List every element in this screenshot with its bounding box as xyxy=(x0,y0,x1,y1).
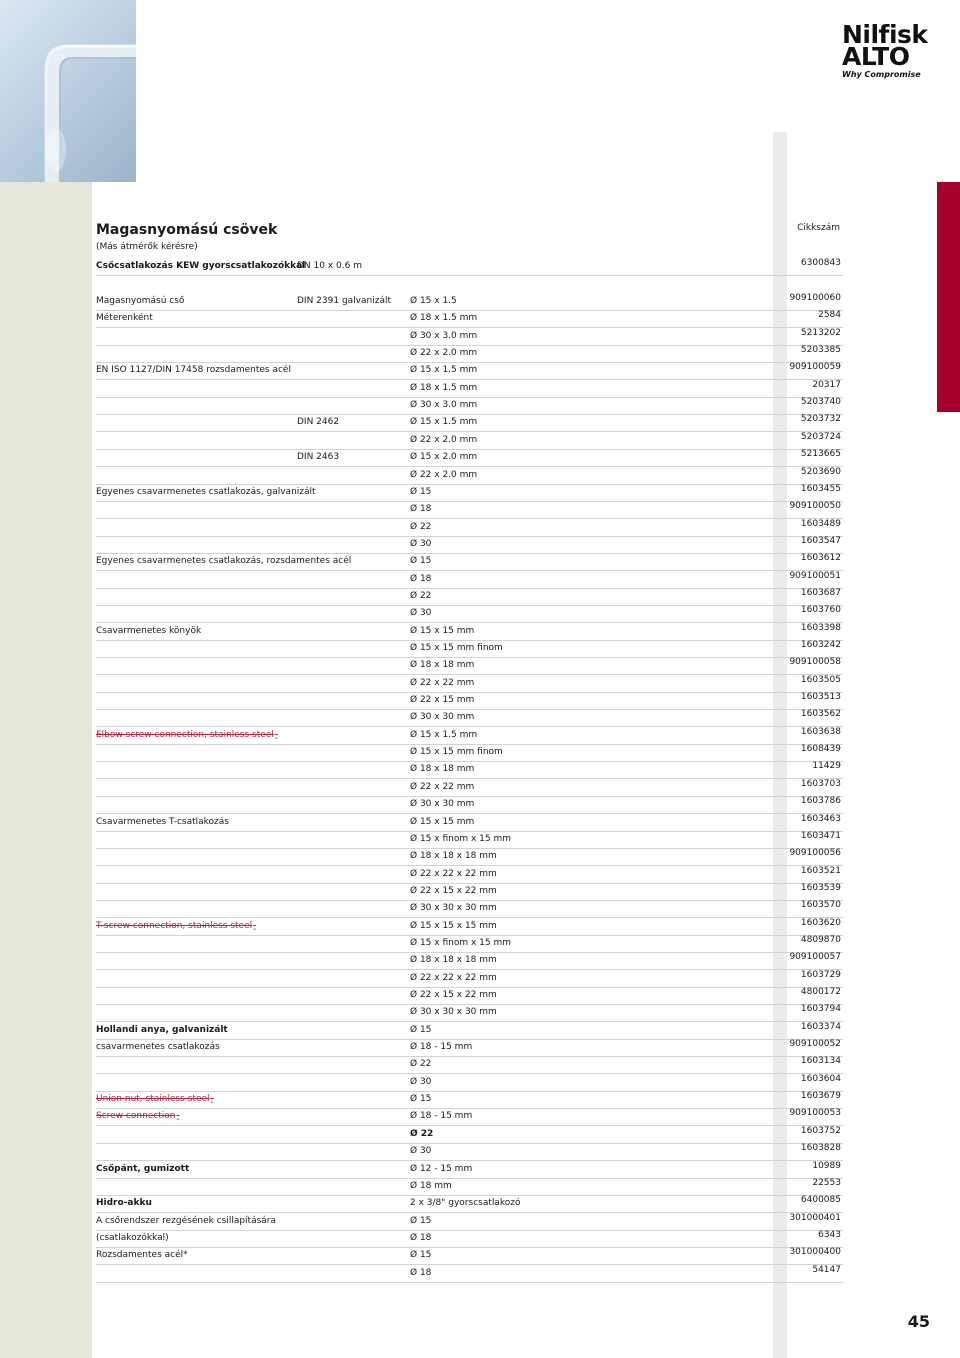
cell-description: Csőpánt, gumizott xyxy=(96,1163,190,1174)
table-row xyxy=(96,935,843,953)
cell-dimension: Ø 15 xyxy=(410,1215,432,1226)
accent-bar xyxy=(937,182,960,412)
cell-dimension: Ø 15 xyxy=(410,1094,432,1105)
cell-article-number: 1603134 xyxy=(800,1056,841,1067)
cell-dimension: Ø 30 x 3.0 mm xyxy=(410,400,478,411)
cell-article-number: 5203690 xyxy=(800,466,841,477)
cell-dimension: Ø 15 xyxy=(410,556,432,567)
cell-article-number: 1603513 xyxy=(800,692,841,703)
cell-standard: DIN 2462 xyxy=(297,417,340,428)
cell-article-number: 909100051 xyxy=(789,570,841,581)
cell-dimension: Ø 22 xyxy=(410,521,432,532)
table-row xyxy=(96,571,843,589)
table-row xyxy=(96,848,843,866)
cell-description: Csőcsatlakozás KEW gyorscsatlakozókkal xyxy=(96,261,306,271)
cell-article-number: 10989 xyxy=(812,1160,841,1171)
cell-article-number: 1603828 xyxy=(800,1143,841,1154)
table-row xyxy=(96,814,843,832)
table-row xyxy=(96,397,843,415)
cell-dimension: Ø 22 xyxy=(410,1128,434,1139)
cell-description: Csavarmenetes T-csatlakozás xyxy=(96,816,229,827)
cell-article-number: 22553 xyxy=(812,1177,841,1188)
cell-dimension: Ø 18 x 1.5 mm xyxy=(410,313,478,324)
cell-dimension: Ø 15 x 1.5 xyxy=(410,296,457,306)
logo-line1: Nilfisk xyxy=(842,20,928,49)
cell-dimension: Ø 30 xyxy=(410,1076,432,1087)
cell-description: Csavarmenetes könyök xyxy=(96,625,202,636)
table-row xyxy=(96,1265,843,1283)
cell-article-number: 20317 xyxy=(812,379,841,390)
table-row xyxy=(96,484,843,502)
cell-article-number: 909100056 xyxy=(789,848,841,859)
table-row xyxy=(96,449,843,467)
cell-article-number: 5203724 xyxy=(800,431,841,442)
cell-description: EN ISO 1127/DIN 17458 rozsdamentes acél xyxy=(96,365,291,376)
cell-article-number: 1603547 xyxy=(800,535,841,546)
cell-standard: DIN 2463 xyxy=(297,452,340,463)
cell-article-number: 1603505 xyxy=(800,674,841,685)
cell-dimension: Ø 15 x 15 mm finom xyxy=(410,643,503,653)
cell-dimension: Ø 22 x 15 x 22 mm xyxy=(410,885,497,896)
cell-article-number: 54147 xyxy=(812,1264,841,1275)
cell-dimension: Ø 22 x 2.0 mm xyxy=(410,348,478,359)
cell-dimension: Ø 22 xyxy=(410,1059,432,1070)
cell-article-number: 1603752 xyxy=(800,1125,841,1136)
cell-dimension: Ø 15 x 15 mm xyxy=(410,816,475,827)
cell-dimension: Ø 22 x 22 mm xyxy=(410,781,475,792)
cell-description: Magasnyomású cső xyxy=(96,296,185,306)
cell-dimension: Ø 15 x 15 mm xyxy=(410,625,475,636)
cell-article-number: 6300843 xyxy=(800,258,841,268)
cell-description: Hollandi anya, galvanizált xyxy=(96,1024,228,1035)
cell-dimension: Ø 30 x 3.0 mm xyxy=(410,330,478,341)
cell-dimension: Ø 15 x 1.5 mm xyxy=(410,417,478,428)
cell-dimension: Ø 15 x 1.5 mm xyxy=(410,365,478,376)
table-row xyxy=(96,501,843,519)
cell-article-number: 1603489 xyxy=(800,518,841,529)
cell-article-number: 1603620 xyxy=(800,917,841,928)
cell-dimension: Ø 22 x 2.0 mm xyxy=(410,434,478,445)
table-row xyxy=(96,709,843,727)
cell-dimension: Ø 30 xyxy=(410,1146,432,1157)
table-row xyxy=(96,1230,843,1248)
table-row xyxy=(96,258,843,276)
cell-dimension: Ø 30 xyxy=(410,538,432,549)
cell-article-number: 909100053 xyxy=(789,1108,841,1119)
table-row xyxy=(96,952,843,970)
cell-description: Union nut, stainless steel ‸ xyxy=(96,1094,214,1104)
cell-dimension: Ø 15 xyxy=(410,1024,432,1035)
cell-dimension: Ø 18 xyxy=(410,1267,432,1278)
table-row xyxy=(96,883,843,901)
cell-dimension: Ø 15 x 15 mm finom xyxy=(410,747,503,758)
cell-dimension: Ø 15 x finom x 15 mm xyxy=(410,833,511,844)
cell-article-number: 909100059 xyxy=(789,362,841,373)
table-row xyxy=(96,588,843,606)
cell-dimension: Ø 22 x 2.0 mm xyxy=(410,469,478,480)
cell-dimension: Ø 18 - 15 mm xyxy=(410,1042,473,1053)
cell-article-number: 1603398 xyxy=(800,622,841,633)
cell-dimension: Ø 22 x 15 x 22 mm xyxy=(410,990,497,1000)
table-row xyxy=(96,310,843,328)
table-row xyxy=(96,1039,843,1057)
table-row xyxy=(96,328,843,346)
cell-description: A csőrendszer rezgésének csillapítására xyxy=(96,1215,277,1226)
table-row xyxy=(96,1108,843,1126)
cell-article-number: 301000401 xyxy=(789,1212,841,1223)
table-row xyxy=(96,831,843,849)
table-row xyxy=(96,519,843,537)
table-row xyxy=(96,727,843,745)
table-row xyxy=(96,536,843,554)
page-title: Magasnyomású csövek xyxy=(96,222,278,238)
cell-article-number: 11429 xyxy=(812,761,841,772)
table-row xyxy=(96,1178,843,1196)
cell-article-number: 1603612 xyxy=(800,553,841,564)
cell-dimension: Ø 22 x 22 x 22 mm xyxy=(410,868,497,879)
table-row xyxy=(96,1161,843,1179)
cell-dimension: Ø 18 mm xyxy=(410,1180,452,1191)
table-row xyxy=(96,970,843,988)
cell-article-number: 5203385 xyxy=(800,345,841,356)
table-row xyxy=(96,987,843,1005)
cell-dimension: Ø 15 x finom x 15 mm xyxy=(410,937,511,948)
brand-logo xyxy=(842,20,942,84)
cell-description: (csatlakozókkal) xyxy=(96,1232,169,1243)
cell-description: csavarmenetes csatlakozás xyxy=(96,1042,220,1053)
page-number: 45 xyxy=(907,1312,930,1331)
cell-description: Egyenes csavarmenetes csatlakozás, galvanizált xyxy=(96,486,316,497)
cell-description: Rozsdamentes acél* xyxy=(96,1250,188,1261)
cell-dimension: Ø 30 x 30 mm xyxy=(410,799,475,810)
table-row xyxy=(96,796,843,814)
cell-dimension: Ø 15 x 2.0 mm xyxy=(410,452,478,463)
table-row xyxy=(96,779,843,797)
cell-article-number: 1603794 xyxy=(800,1004,841,1015)
cell-article-number: 5213202 xyxy=(800,327,841,338)
cell-article-number: 1603687 xyxy=(800,587,841,598)
table-row xyxy=(96,605,843,623)
cell-dimension: Ø 15 xyxy=(410,486,432,497)
table-row xyxy=(96,1004,843,1022)
cell-article-number: 4809870 xyxy=(800,934,841,945)
table-row xyxy=(96,640,843,658)
cell-dimension: Ø 18 xyxy=(410,504,432,515)
cell-article-number: 1603604 xyxy=(800,1073,841,1084)
cell-article-number: 1603786 xyxy=(800,796,841,807)
table-row xyxy=(96,1126,843,1144)
cell-article-number: 5213665 xyxy=(800,449,841,460)
table-row xyxy=(96,918,843,936)
cell-dimension: Ø 30 x 30 x 30 mm xyxy=(410,1007,497,1018)
cell-article-number: 301000400 xyxy=(789,1247,841,1258)
cell-dimension: Ø 22 xyxy=(410,590,432,601)
note-other-diameters: (Más átmérők kérésre) xyxy=(96,242,198,252)
table-row xyxy=(96,1074,843,1092)
cell-article-number: 909100052 xyxy=(789,1039,841,1050)
cell-dimension: Ø 18 x 18 x 18 mm xyxy=(410,851,497,862)
table-row xyxy=(96,744,843,762)
table-row xyxy=(96,276,843,293)
logo-tagline: Why Compromise xyxy=(842,70,921,79)
cell-article-number: 1603539 xyxy=(800,882,841,893)
cell-article-number: 1603760 xyxy=(800,605,841,616)
cell-article-number: 1603703 xyxy=(800,778,841,789)
table-row xyxy=(96,1091,843,1109)
table-row xyxy=(96,345,843,363)
cell-description: Hidro-akku xyxy=(96,1198,152,1209)
cell-article-number: 1603374 xyxy=(800,1021,841,1032)
cell-description: Egyenes csavarmenetes csatlakozás, rozsdamentes acél xyxy=(96,556,352,567)
table-row xyxy=(96,1022,843,1040)
cell-article-number: 1603521 xyxy=(800,865,841,876)
cell-article-number: 909100060 xyxy=(789,293,841,303)
cell-description: T-screw connection, stainless steel ‸ xyxy=(96,921,256,931)
cell-dimension: Ø 22 x 15 mm xyxy=(410,695,475,706)
table-row xyxy=(96,692,843,710)
table-row xyxy=(96,1213,843,1231)
cell-article-number: 909100050 xyxy=(789,501,841,512)
table-row xyxy=(96,1056,843,1074)
cell-article-number: 4800172 xyxy=(800,987,841,997)
cell-article-number: 1603570 xyxy=(800,900,841,911)
column-header-article-number: Cikkszám xyxy=(797,223,840,233)
cell-article-number: 5203732 xyxy=(800,414,841,425)
table-row xyxy=(96,866,843,884)
cell-description: Screw connection ‸ xyxy=(96,1111,180,1121)
cell-dimension: Ø 15 x 15 x 15 mm xyxy=(410,920,497,931)
cell-dimension: Ø 18 xyxy=(410,573,432,584)
cell-dimension: Ø 30 x 30 mm xyxy=(410,712,475,723)
table-row xyxy=(96,467,843,485)
cell-standard: DIN 2391 galvanizált xyxy=(297,296,391,306)
logo-line2: ALTO xyxy=(842,42,910,71)
table-row xyxy=(96,1143,843,1161)
cell-dimension: Ø 18 x 18 mm xyxy=(410,764,475,775)
cell-article-number: 1603455 xyxy=(800,483,841,494)
table-row xyxy=(96,432,843,450)
cell-dimension: 2 x 3/8" gyorscsatlakozó xyxy=(410,1198,521,1209)
table-row xyxy=(96,623,843,641)
pipe-photo xyxy=(0,0,136,182)
cell-dimension: Ø 18 x 1.5 mm xyxy=(410,382,478,393)
cell-article-number: 909100057 xyxy=(789,952,841,963)
table-row xyxy=(96,1195,843,1213)
cell-article-number: 1608439 xyxy=(800,744,841,755)
cell-dimension: Ø 22 x 22 mm xyxy=(410,677,475,688)
table-row xyxy=(96,293,843,311)
cell-article-number: 1603242 xyxy=(800,640,841,650)
cell-description: Elbow screw connection, stainless steel ‸ xyxy=(96,730,278,740)
cell-dimension: Ø 12 - 15 mm xyxy=(410,1163,473,1174)
cell-article-number: 5203740 xyxy=(800,397,841,408)
cell-article-number: 6400085 xyxy=(800,1195,841,1206)
table-row xyxy=(96,362,843,380)
table-row xyxy=(96,675,843,693)
cell-dimension: Ø 30 x 30 x 30 mm xyxy=(410,903,497,914)
cell-dimension: Ø 18 x 18 x 18 mm xyxy=(410,955,497,966)
cell-dimension: Ø 30 xyxy=(410,608,432,619)
cell-dimension: Ø 18 x 18 mm xyxy=(410,660,475,671)
cell-article-number: 1603471 xyxy=(800,830,841,841)
cell-article-number: 909100058 xyxy=(789,657,841,668)
table-row xyxy=(96,1247,843,1265)
cell-dimension: Ø 18 xyxy=(410,1232,432,1243)
cell-standard: DN 10 x 0.6 m xyxy=(297,261,362,271)
cell-article-number: 6343 xyxy=(818,1229,841,1240)
cell-description: Méterenként xyxy=(96,313,153,324)
cell-article-number: 2584 xyxy=(818,310,841,321)
table-row xyxy=(96,761,843,779)
cell-dimension: Ø 22 x 22 x 22 mm xyxy=(410,972,497,983)
table-row xyxy=(96,380,843,398)
cell-article-number: 1603638 xyxy=(800,726,841,737)
cell-article-number: 1603679 xyxy=(800,1091,841,1102)
cell-article-number: 1603463 xyxy=(800,813,841,824)
table-row xyxy=(96,414,843,432)
table-row xyxy=(96,657,843,675)
table-row xyxy=(96,900,843,918)
table-row xyxy=(96,553,843,571)
cell-dimension: Ø 15 xyxy=(410,1250,432,1261)
cell-article-number: 1603562 xyxy=(800,709,841,720)
cell-dimension: Ø 15 x 1.5 mm xyxy=(410,729,478,740)
left-margin-band xyxy=(0,0,92,1358)
cell-dimension: Ø 18 - 15 mm xyxy=(410,1111,473,1122)
cell-article-number: 1603729 xyxy=(800,969,841,980)
